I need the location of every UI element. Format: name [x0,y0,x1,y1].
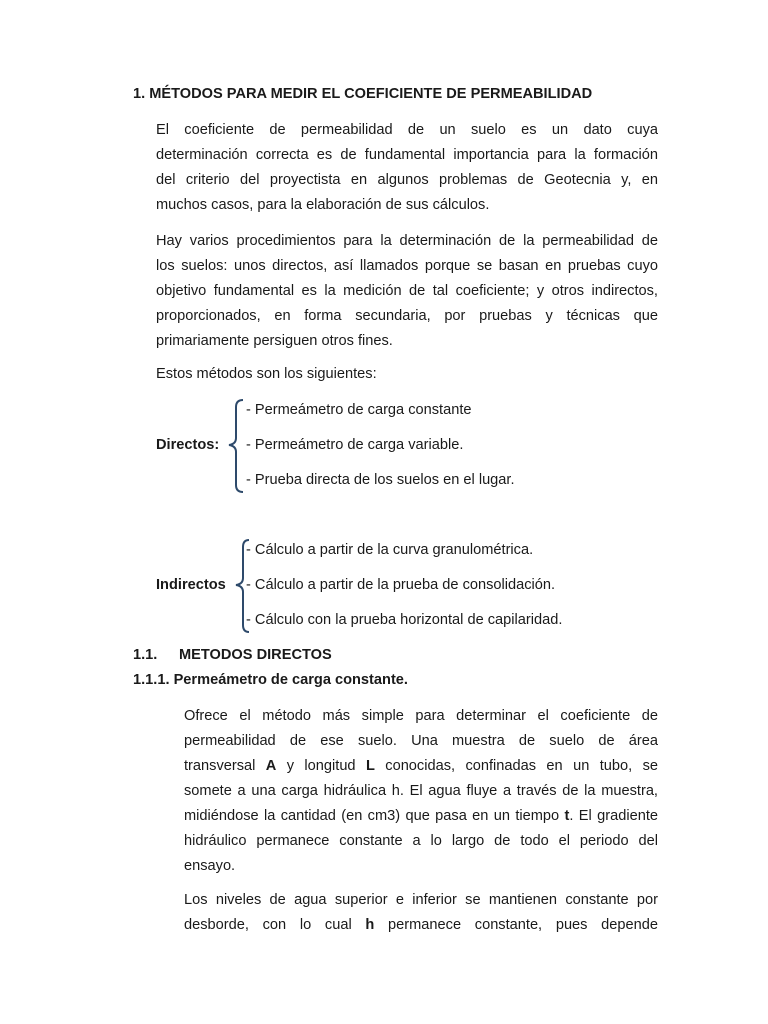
indirectos-item: - Cálculo a partir de la curva granulométrica. [246,542,534,558]
text-line: muchos casos, para la elaboración de sus cálculos. [156,197,490,213]
paragraph-methods-list-intro: Estos métodos son los siguientes: [156,366,377,382]
directos-item: - Permeámetro de carga variable. [246,437,464,453]
paragraph-permeability-intro [156,118,658,218]
text-line: permeabilidad de ese suelo. Una muestra de suelo de área [184,733,658,749]
text-line: Los niveles de agua superior e inferior se mantienen constante por [184,892,658,908]
section-1-1-number: 1.1. [133,647,158,663]
section-1-1-1-heading: 1.1.1. Permeámetro de carga constante. [133,672,408,688]
paragraph-procedures [156,229,658,354]
indirectos-item: - Cálculo con la prueba horizontal de capilaridad. [246,612,563,628]
directos-item: - Prueba directa de los suelos en el lugar. [246,472,515,488]
text-line: ensayo. [184,858,236,874]
paragraph-constant-head-method [184,704,658,879]
text-line: del criterio del proyectista en algunos problemas de Geotecnia y, en [156,172,658,188]
section-1-1-title: METODOS DIRECTOS [179,647,332,663]
text-line: hidráulico permanece constante a lo largo de todo el periodo del [184,833,658,849]
text-line: El coeficiente de permeabilidad de un suelo es un dato cuya [156,122,658,138]
text-line: Ofrece el método más simple para determinar el coeficiente de [184,708,658,724]
indirectos-item: - Cálculo a partir de la prueba de consolidación. [246,577,556,593]
text-line: determinación correcta es de fundamental importancia para la formación [156,147,658,163]
text-line: objetivo fundamental es la medición de tal coeficiente; y otros indirectos, [156,283,658,299]
paragraph-water-levels [184,888,658,938]
text-line: somete a una carga hidráulica h. El agua fluye a través de la muestra, [184,783,658,799]
directos-label: Directos: [156,437,220,453]
directos-brace [226,398,246,494]
text-line: midiéndose la cantidad (en cm3) que pasa en un tiempo t. El gradiente [184,808,658,824]
text-line: los suelos: unos directos, así llamados porque se basan en pruebas cuyo [156,258,658,274]
text-line: primariamente persiguen otros fines. [156,333,393,349]
text-line: Hay varios procedimientos para la determinación de la permeabilidad de [156,233,658,249]
indirectos-label: Indirectos [156,577,226,593]
text-line: desborde, con lo cual h permanece constante, pues depende [184,917,658,933]
text-line: proporcionados, en forma secundaria, por pruebas y técnicas que [156,308,658,324]
text-line: transversal A y longitud L conocidas, confinadas en un tubo, se [184,758,658,774]
directos-item: - Permeámetro de carga constante [246,402,472,418]
section-1-heading: 1. MÉTODOS PARA MEDIR EL COEFICIENTE DE PERMEABILIDAD [133,86,593,102]
